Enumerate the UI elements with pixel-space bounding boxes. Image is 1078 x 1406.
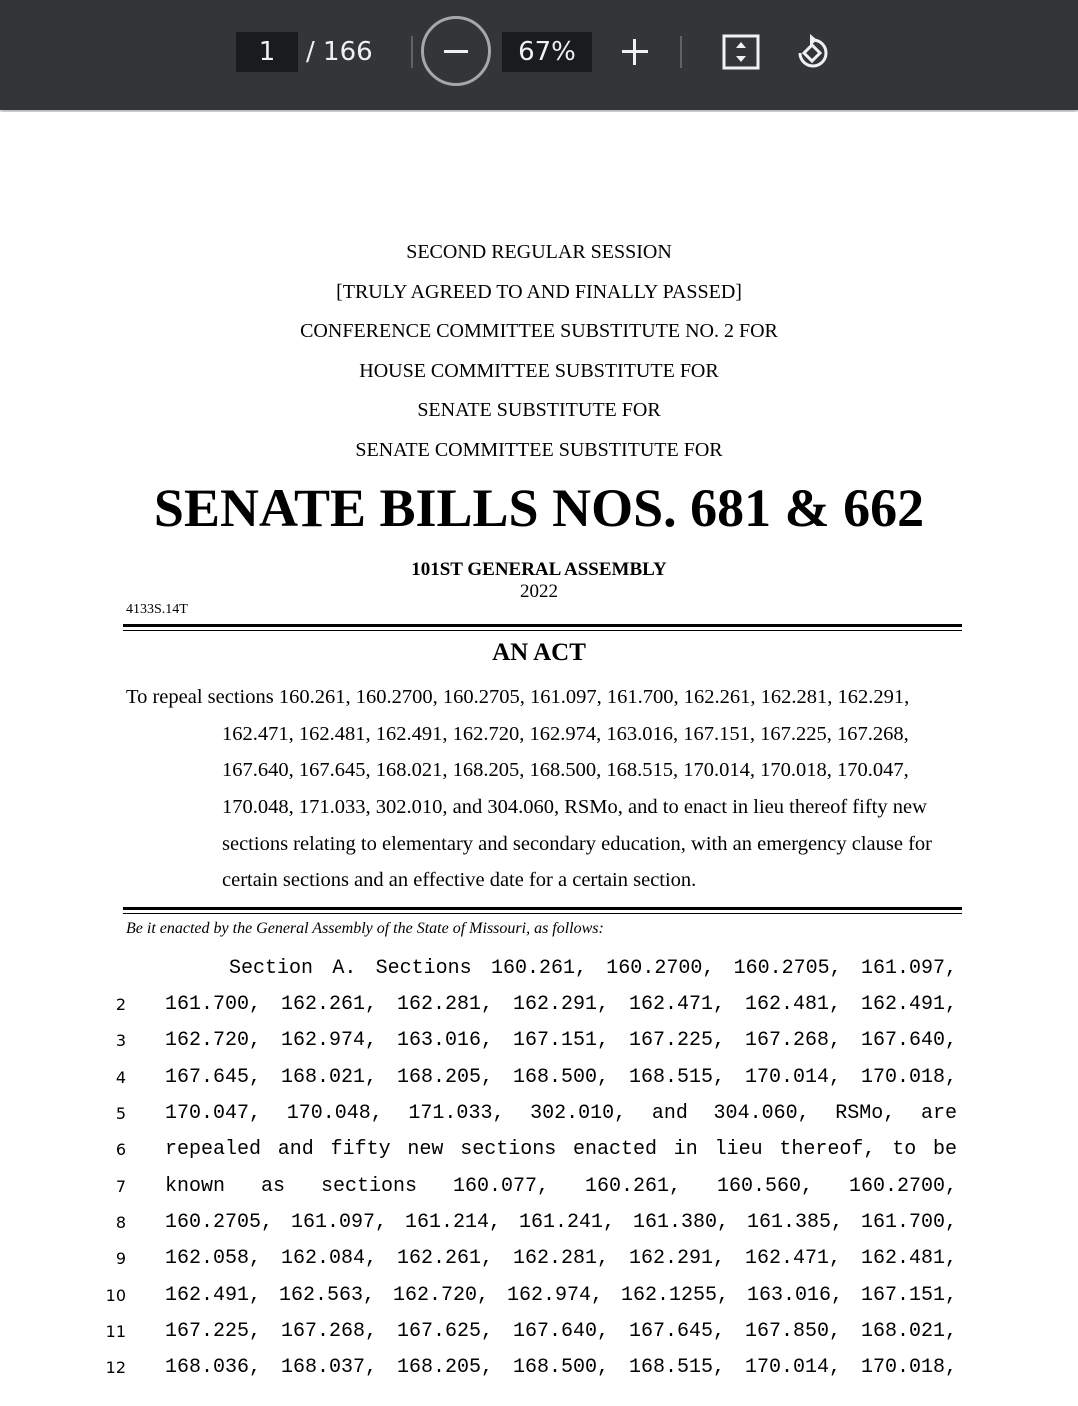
substitute-line: HOUSE COMMITTEE SUBSTITUTE FOR	[359, 360, 719, 382]
body-text-line: 167.225, 167.268, 167.625, 167.640, 167.645, 167.850, 168.021,	[165, 1320, 957, 1343]
act-text-line: To repeal sections 160.261, 160.2700, 160.2705, 161.097, 161.700, 162.261, 162.281, 162.291,	[126, 686, 910, 708]
bill-code: 4133S.14T	[126, 602, 188, 617]
substitute-line: SENATE SUBSTITUTE FOR	[417, 399, 661, 421]
divider-rule	[123, 630, 962, 631]
zoom-level[interactable]: 67%	[502, 32, 592, 72]
body-text-line: 162.720, 162.974, 163.016, 167.151, 167.225, 167.268, 167.640,	[165, 1029, 957, 1052]
bill-title: SENATE BILLS NOS. 681 & 662	[153, 478, 925, 538]
enacting-clause: Be it enacted by the General Assembly of the State of Missouri, as follows:	[126, 920, 604, 937]
zoom-out-button[interactable]	[421, 16, 491, 86]
line-number: 10	[105, 1286, 126, 1305]
line-number: 7	[115, 1177, 126, 1196]
divider-rule	[123, 624, 962, 627]
line-number: 11	[105, 1322, 126, 1341]
divider-rule	[123, 913, 962, 914]
line-number: 2	[115, 995, 126, 1014]
act-text-line: 170.048, 171.033, 302.010, and 304.060, RSMo, and to enact in lieu thereof fifty new	[222, 796, 927, 818]
general-assembly: 101ST GENERAL ASSEMBLY	[411, 559, 667, 580]
body-text-line: 160.2705, 161.097, 161.214, 161.241, 161.380, 161.385, 161.700,	[165, 1211, 957, 1234]
line-number: 12	[105, 1358, 126, 1377]
substitute-line: CONFERENCE COMMITTEE SUBSTITUTE NO. 2 FOR	[300, 320, 778, 342]
line-number: 5	[115, 1104, 126, 1123]
page-total: / 166	[306, 37, 373, 67]
act-text-line: 162.471, 162.481, 162.491, 162.720, 162.974, 163.016, 167.151, 167.225, 167.268,	[222, 723, 909, 745]
toolbar-divider	[680, 36, 682, 68]
body-text-line: known as sections 160.077, 160.261, 160.560, 160.2700,	[165, 1175, 957, 1198]
line-number: 4	[115, 1068, 126, 1087]
pdf-toolbar	[0, 0, 1078, 110]
act-heading: AN ACT	[492, 639, 586, 666]
body-text-line: 167.645, 168.021, 168.205, 168.500, 168.515, 170.014, 170.018,	[165, 1066, 957, 1089]
page-number-input[interactable]	[236, 32, 298, 72]
toolbar-divider	[411, 36, 413, 68]
act-text-line: sections relating to elementary and secondary education, with an emergency clause for	[222, 833, 933, 855]
body-text-line: Section A. Sections 160.261, 160.2700, 160.2705, 161.097,	[229, 957, 957, 980]
session-line: SECOND REGULAR SESSION	[406, 241, 672, 263]
minus-icon	[444, 50, 468, 53]
zoom-in-button[interactable]	[617, 34, 653, 70]
act-text-line: 167.640, 167.645, 168.021, 168.205, 168.500, 168.515, 170.014, 170.018, 170.047,	[222, 759, 909, 781]
line-number: 8	[115, 1213, 126, 1232]
rotate-icon	[792, 30, 834, 74]
rotate-button[interactable]	[792, 30, 834, 74]
line-number: 3	[115, 1031, 126, 1050]
body-text-line: 170.047, 170.048, 171.033, 302.010, and 304.060, RSMo, are	[165, 1102, 957, 1125]
body-text-line: 162.491, 162.563, 162.720, 162.974, 162.1255, 163.016, 167.151,	[165, 1284, 957, 1307]
pdf-page	[0, 112, 1078, 1406]
body-text-line: 168.036, 168.037, 168.205, 168.500, 168.515, 170.014, 170.018,	[165, 1356, 957, 1379]
body-text-line: repealed and fifty new sections enacted in lieu thereof, to be	[165, 1138, 957, 1161]
fit-page-icon	[720, 33, 762, 71]
session-year: 2022	[520, 581, 558, 602]
substitute-line: SENATE COMMITTEE SUBSTITUTE FOR	[355, 439, 723, 461]
body-text-line: 162.058, 162.084, 162.261, 162.281, 162.291, 162.471, 162.481,	[165, 1247, 957, 1270]
act-text-line: certain sections and an effective date for a certain section.	[222, 869, 697, 891]
line-number: 6	[115, 1140, 126, 1159]
fit-to-page-button[interactable]	[720, 33, 762, 71]
passed-line: [TRULY AGREED TO AND FINALLY PASSED]	[336, 281, 742, 303]
divider-rule	[123, 907, 962, 910]
body-text-line: 161.700, 162.261, 162.281, 162.291, 162.471, 162.481, 162.491,	[165, 993, 957, 1016]
line-number: 9	[115, 1249, 126, 1268]
